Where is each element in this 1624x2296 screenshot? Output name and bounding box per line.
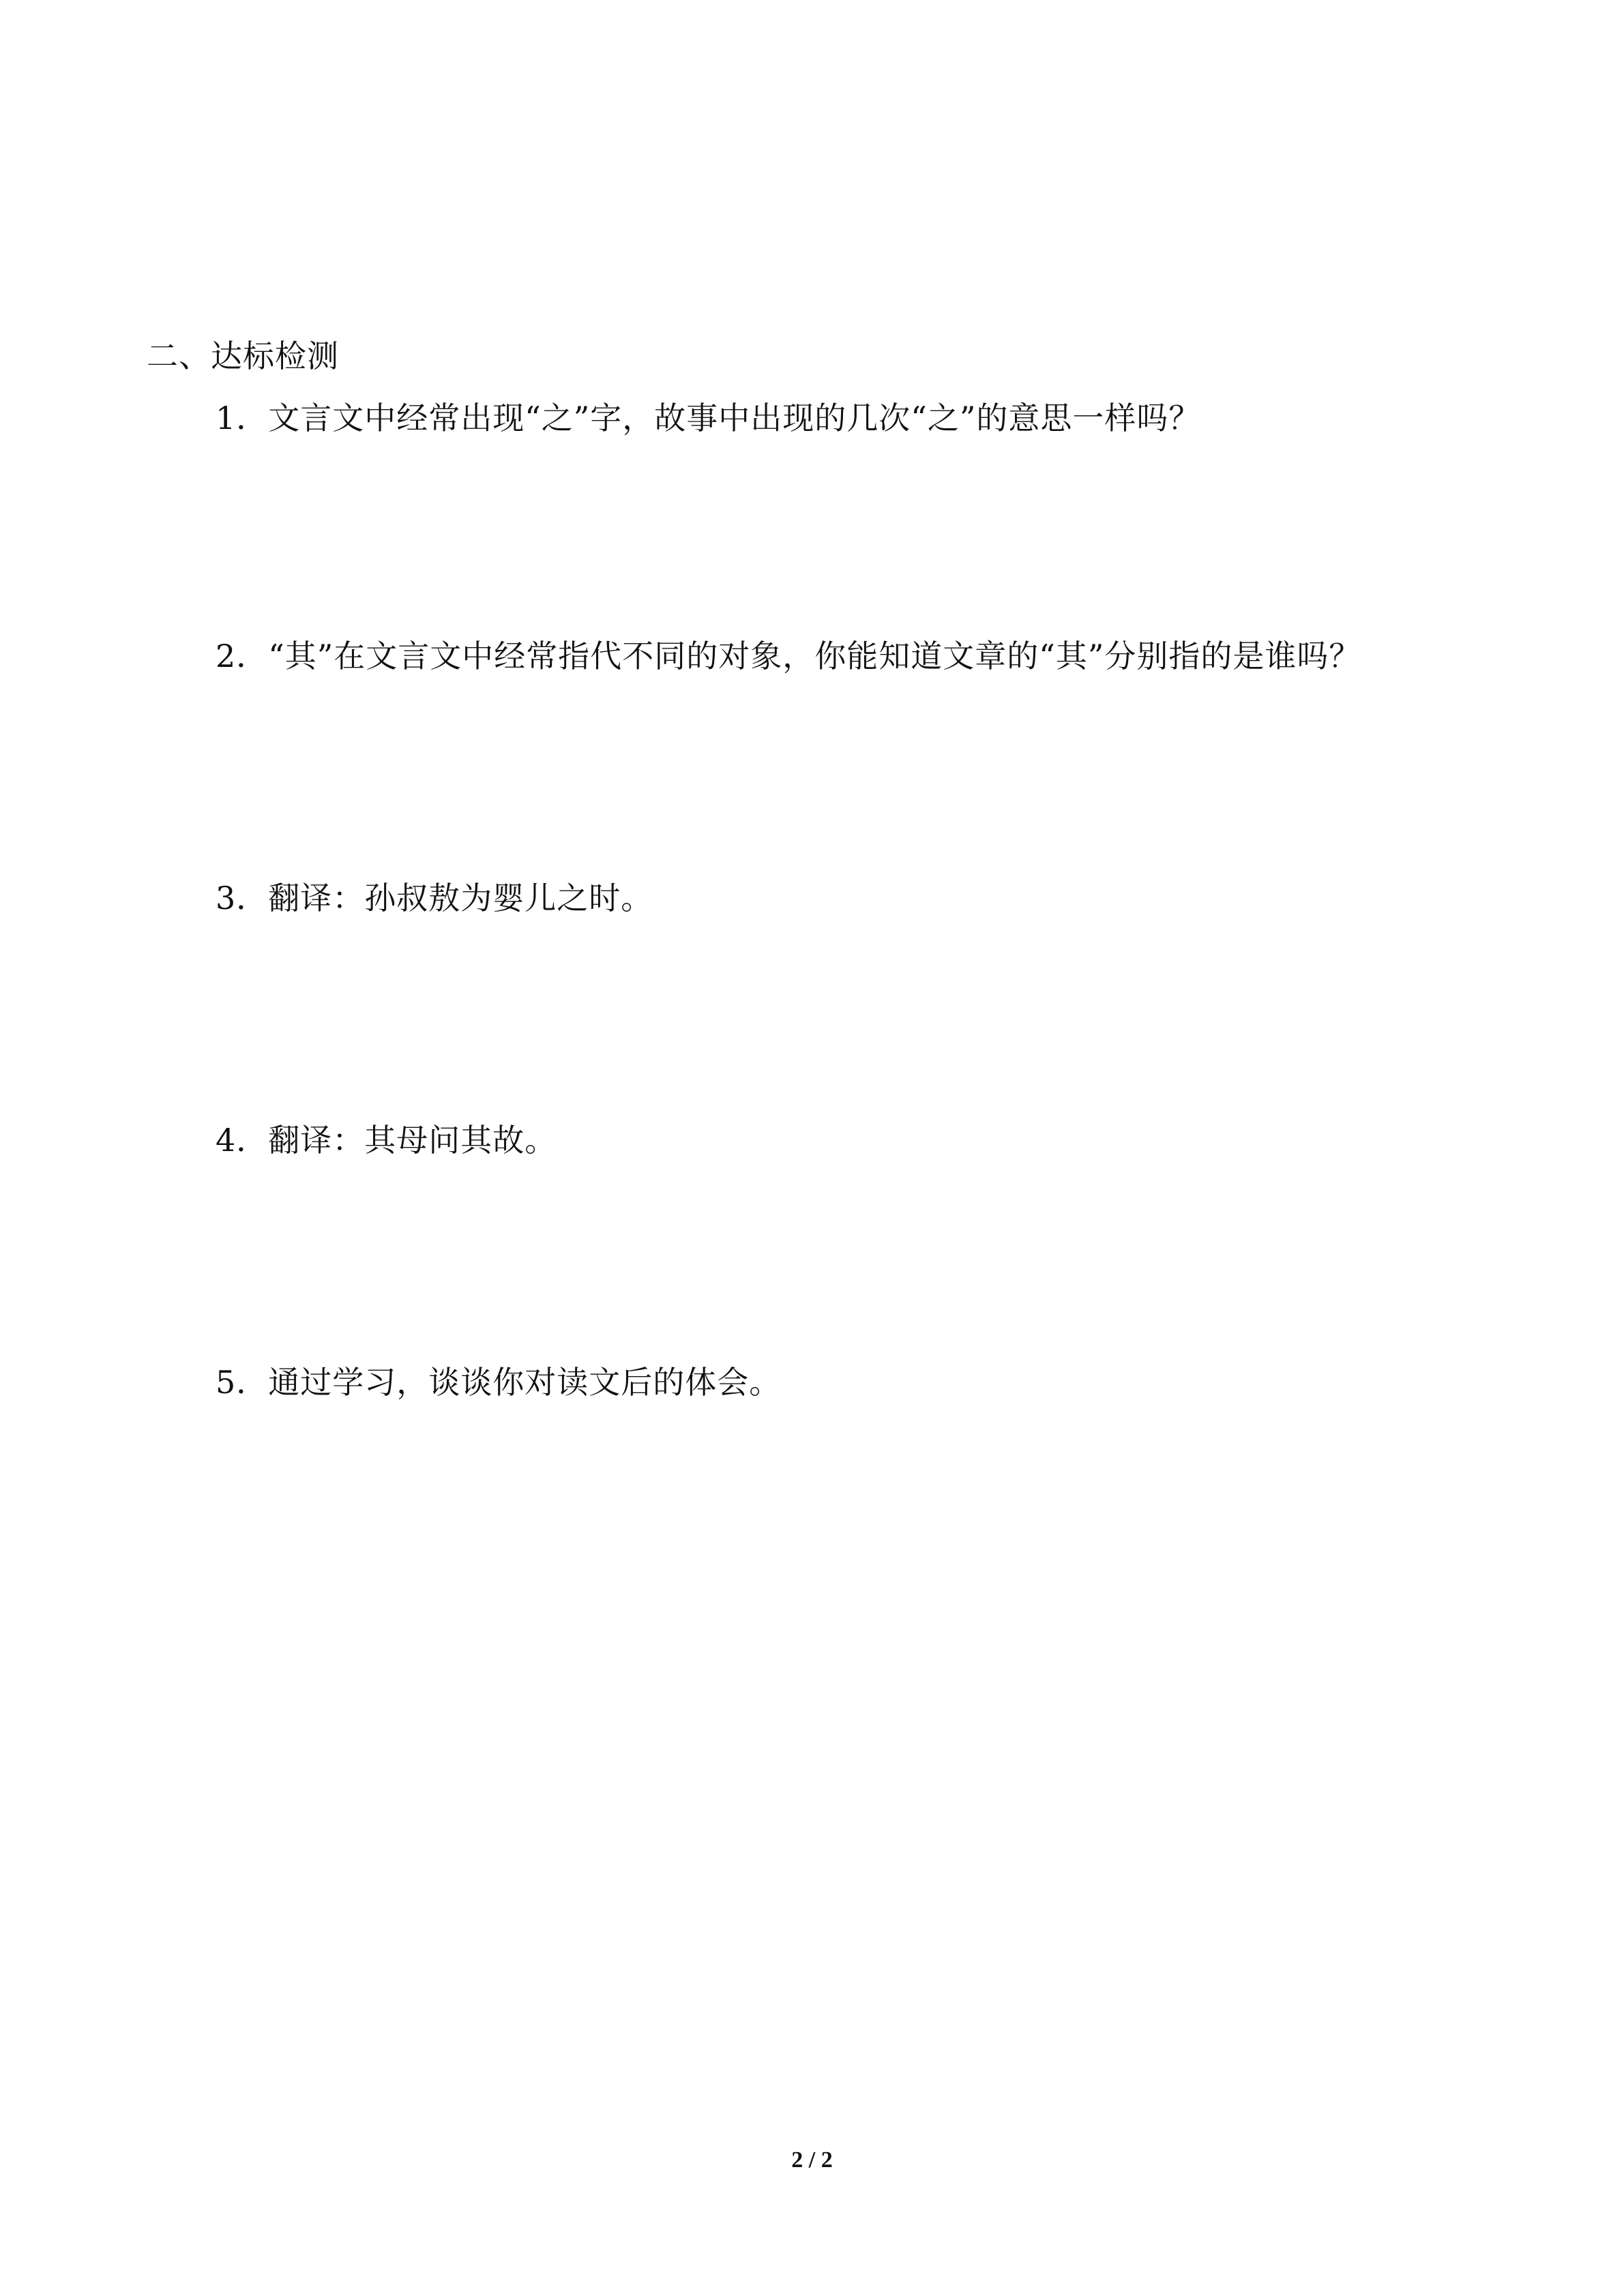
question-4: 4．翻译：其母问其故。 [216, 1122, 557, 1159]
question-1: 1．文言文中经常出现“之”字，故事中出现的几次“之”的意思一样吗？ [216, 400, 1201, 436]
question-3: 3．翻译：孙叔敖为婴儿之时。 [216, 880, 653, 916]
question-5: 5．通过学习，谈谈你对读文后的体会。 [216, 1364, 782, 1401]
question-2: 2．“其”在文言文中经常指代不同的对象，你能知道文章的“其”分别指的是谁吗？ [216, 638, 1361, 674]
section-title: 二、达标检测 [147, 338, 339, 374]
page-number: 2 / 2 [791, 2147, 833, 2173]
